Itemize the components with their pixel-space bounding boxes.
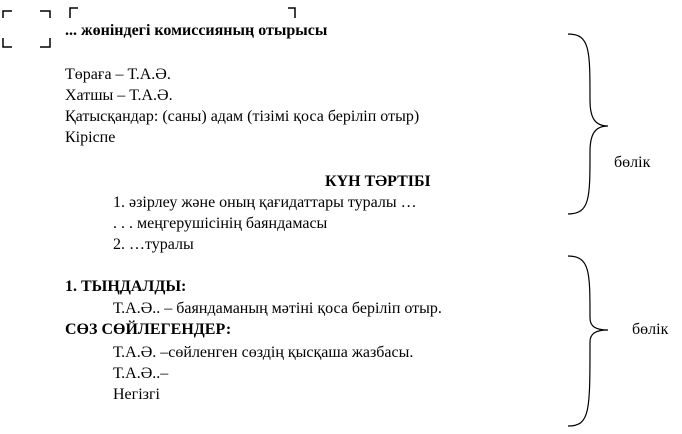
agenda-item: 1. әзірлеу және оның қағидаттары туралы …: [113, 194, 417, 211]
speaker-line: Т.А.Ә. –сөйленген сөздің қысқаша жазбасы.: [113, 344, 414, 361]
attendees-line: Қатысқандар: (саны) адам (тізімі қоса беріліп отыр): [65, 108, 420, 125]
secretary-line: Хатшы – Т.А.Ә.: [65, 87, 173, 104]
introduction-line: Кіріспе: [65, 129, 116, 146]
listened-heading: 1. ТЫҢДАЛДЫ:: [65, 278, 187, 295]
brace-label-top: бөлік: [614, 154, 651, 171]
agenda-item: 2. …туралы: [113, 236, 194, 253]
document-title: ... жөніндегі комиссияның отырысы: [65, 22, 328, 39]
speaker-line: Негізгі: [113, 386, 160, 403]
agenda-item: . . . меңгерушісінің баяндамасы: [113, 215, 328, 232]
chairman-line: Төраға – Т.А.Ә.: [65, 66, 171, 83]
brace-top: [568, 34, 608, 214]
brace-label-bottom: бөлік: [632, 321, 669, 338]
title-corner-marks: [70, 8, 295, 18]
agenda-heading: КҮН ТӘРТІБІ: [325, 173, 431, 190]
brace-bottom: [568, 256, 608, 426]
speaker-line: Т.А.Ә..–: [113, 365, 169, 382]
speakers-heading: СӨЗ СӨЙЛЕГЕНДЕР:: [65, 321, 232, 338]
placeholder-corner-marks: [3, 11, 50, 47]
listened-text: Т.А.Ә.. – баяндаманың мәтіні қоса беріліп отыр.: [113, 300, 442, 317]
